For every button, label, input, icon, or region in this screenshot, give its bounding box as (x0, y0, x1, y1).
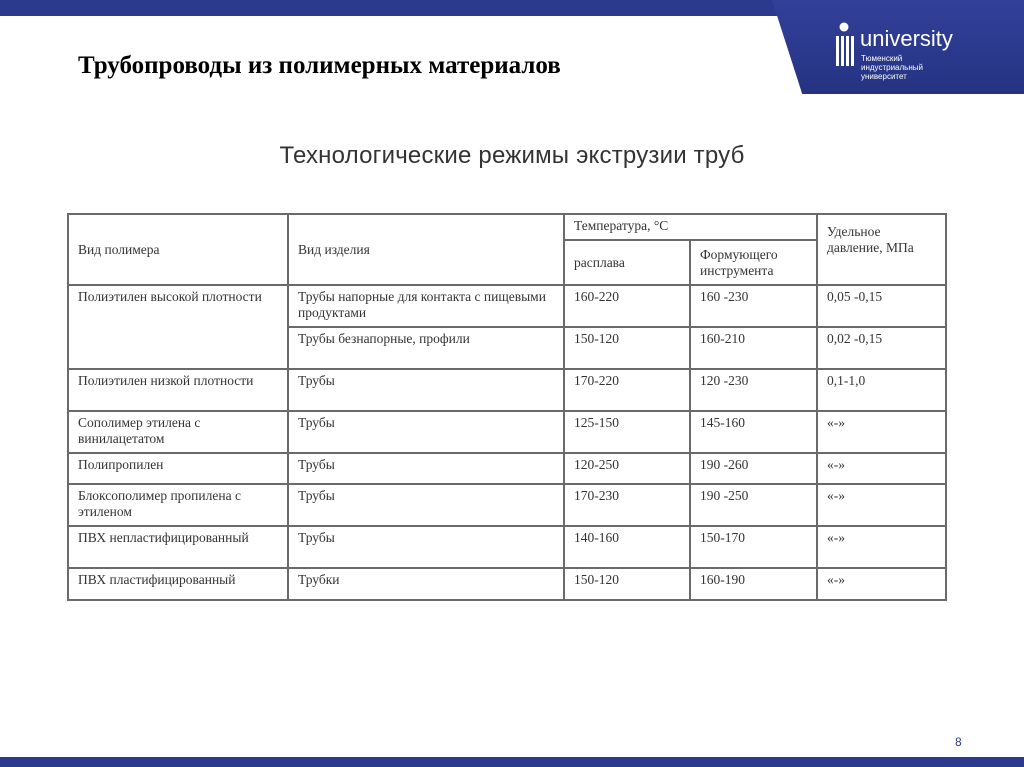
cell-tool: 120 -230 (690, 369, 817, 411)
cell-melt: 170-220 (564, 369, 690, 411)
logo-subtitle-line: Тюменский (861, 54, 903, 63)
logo-name: university (860, 26, 953, 51)
cell-melt: 120-250 (564, 453, 690, 484)
cell-polymer: Полипропилен (68, 453, 288, 484)
logo-subtitle-line: индустриальный (861, 63, 923, 72)
cell-melt: 170-230 (564, 484, 690, 526)
header-temperature: Температура, °С (564, 214, 817, 240)
page-number: 8 (955, 735, 962, 749)
cell-melt: 140-160 (564, 526, 690, 568)
cell-product: Трубы безнапорные, профили (288, 327, 564, 369)
cell-melt: 150-120 (564, 568, 690, 600)
cell-product: Трубы (288, 411, 564, 453)
slide-title: Трубопроводы из полимерных материалов (78, 52, 561, 79)
header-tool: Формующего инструмента (690, 240, 817, 285)
cell-melt: 150-120 (564, 327, 690, 369)
bottom-accent-bar (0, 757, 1024, 767)
cell-tool: 160-210 (690, 327, 817, 369)
cell-polymer: ПВХ непластифицированный (68, 526, 288, 568)
cell-pressure: «-» (817, 484, 946, 526)
logo-subtitle-line: университет (861, 72, 907, 81)
cell-product: Трубы (288, 484, 564, 526)
header-polymer: Вид полимера (68, 214, 288, 285)
header-pressure: Удельное давление, МПа (817, 214, 946, 285)
table-row (68, 484, 946, 526)
cell-product: Трубы (288, 526, 564, 568)
cell-tool: 160-190 (690, 568, 817, 600)
cell-tool: 160 -230 (690, 285, 817, 327)
cell-melt: 160-220 (564, 285, 690, 327)
cell-product: Трубы (288, 453, 564, 484)
cell-product: Трубы напорные для контакта с пищевыми продуктами (288, 285, 564, 327)
university-logo-icon (834, 22, 856, 70)
cell-melt: 125-150 (564, 411, 690, 453)
cell-polymer: Полиэтилен высокой плотности (68, 285, 288, 369)
header-product: Вид изделия (288, 214, 564, 285)
extrusion-modes-table (67, 213, 947, 601)
cell-polymer: Полиэтилен низкой плотности (68, 369, 288, 411)
table-row (68, 411, 946, 453)
cell-polymer: Блоксополимер пропилена с этиленом (68, 484, 288, 526)
cell-tool: 150-170 (690, 526, 817, 568)
table-caption: Технологические режимы экструзии труб (279, 142, 745, 169)
cell-product: Трубы (288, 369, 564, 411)
cell-polymer: Сополимер этилена с винилацетатом (68, 411, 288, 453)
cell-product: Трубки (288, 568, 564, 600)
logo-subtitle (861, 54, 951, 81)
cell-tool: 190 -250 (690, 484, 817, 526)
table-row (68, 369, 946, 411)
cell-polymer: ПВХ пластифицированный (68, 568, 288, 600)
cell-pressure: 0,05 -0,15 (817, 285, 946, 327)
table-row (68, 453, 946, 484)
table-row (68, 568, 946, 600)
cell-pressure: «-» (817, 526, 946, 568)
cell-pressure: 0,02 -0,15 (817, 327, 946, 369)
table-row (68, 526, 946, 568)
cell-tool: 145-160 (690, 411, 817, 453)
university-logo (834, 22, 974, 84)
cell-pressure: «-» (817, 411, 946, 453)
cell-pressure: 0,1-1,0 (817, 369, 946, 411)
cell-pressure: «-» (817, 568, 946, 600)
table-row (68, 285, 946, 327)
cell-tool: 190 -260 (690, 453, 817, 484)
header-melt: расплава (564, 240, 690, 285)
cell-pressure: «-» (817, 453, 946, 484)
